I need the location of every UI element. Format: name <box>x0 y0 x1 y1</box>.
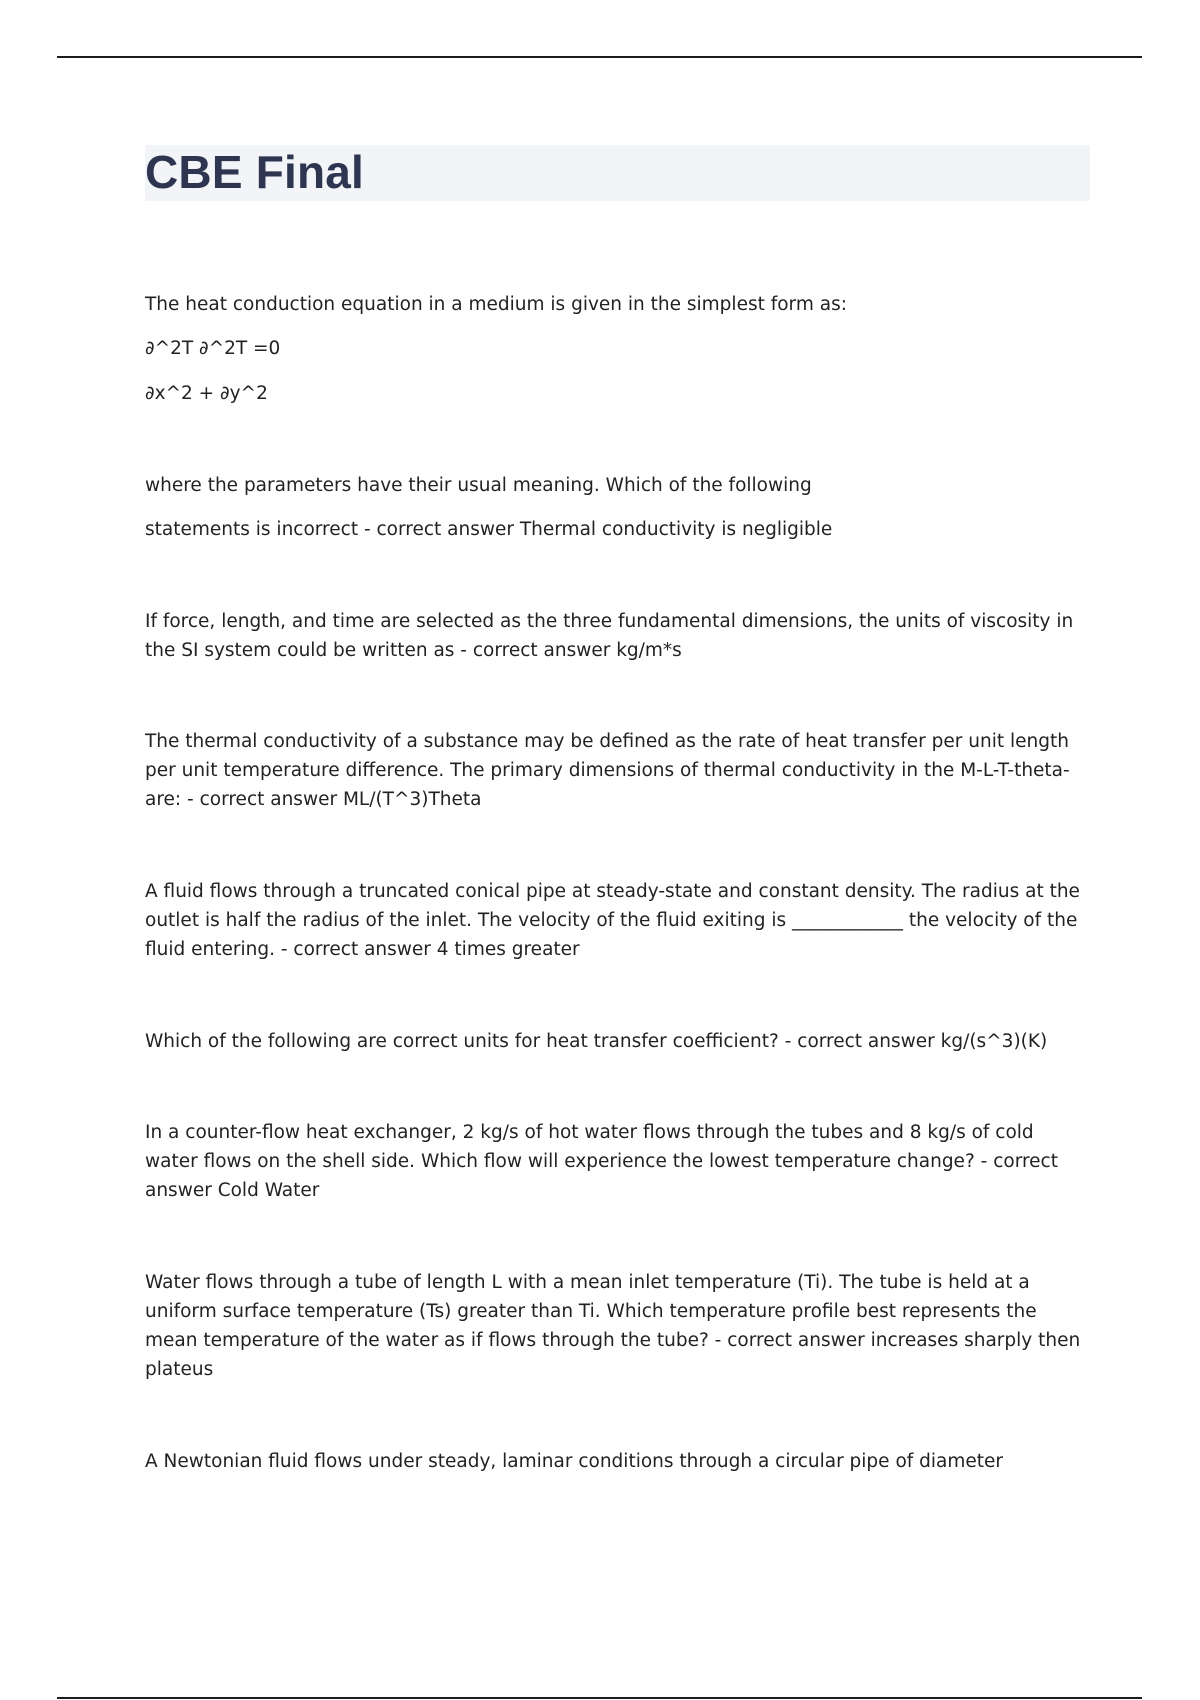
question-1-line-5: statements is incorrect - correct answer Thermal conductivity is negligible <box>145 519 833 540</box>
question-1-line-1: The heat conduction equation in a medium is given in the simplest form as: <box>145 294 847 315</box>
question-8: A Newtonian fluid flows under steady, laminar conditions through a circular pipe of diameter <box>145 1451 1004 1472</box>
question-1-equation-denominator: ∂x^2 + ∂y^2 <box>145 383 268 404</box>
question-5: Which of the following are correct units for heat transfer coefficient? - correct answer kg/(s^3)(K) <box>145 1031 1048 1052</box>
question-7: Water flows through a tube of length L with a mean inlet temperature (Ti). The tube is held at a uniform surface temperature (Ts) greater than Ti. Which temperature profile best represents the mean temperature of the water as if flows through the tube? - correct answer increases sharply then plateus <box>145 1272 1081 1380</box>
page-title: CBE Final <box>145 146 365 198</box>
question-3: The thermal conductivity of a substance may be defined as the rate of heat transfer per unit length per unit temperature difference. The primary dimensions of thermal conductivity in the M-L-T-theta-are: - correct answer ML/(T^3)Theta <box>145 731 1070 810</box>
question-6: In a counter-flow heat exchanger, 2 kg/s of hot water flows through the tubes and 8 kg/s of cold water flows on the shell side. Which flow will experience the lowest temperature change? - correct answer Cold Water <box>145 1122 1058 1201</box>
document-body <box>145 290 1090 1538</box>
bottom-rule <box>57 1697 1142 1699</box>
top-rule <box>57 56 1142 58</box>
question-4: A fluid flows through a truncated conical pipe at steady-state and constant density. The radius at the outlet is half the radius of the inlet. The velocity of the fluid exiting is ____________ the velocity of the fluid entering. - correct answer 4 times greater <box>145 881 1080 960</box>
question-1-equation-numerator: ∂^2T ∂^2T =0 <box>145 338 281 359</box>
question-2: If force, length, and time are selected as the three fundamental dimensions, the units of viscosity in the SI system could be written as - correct answer kg/m*s <box>145 611 1074 661</box>
question-1-line-4: where the parameters have their usual meaning. Which of the following <box>145 475 812 496</box>
